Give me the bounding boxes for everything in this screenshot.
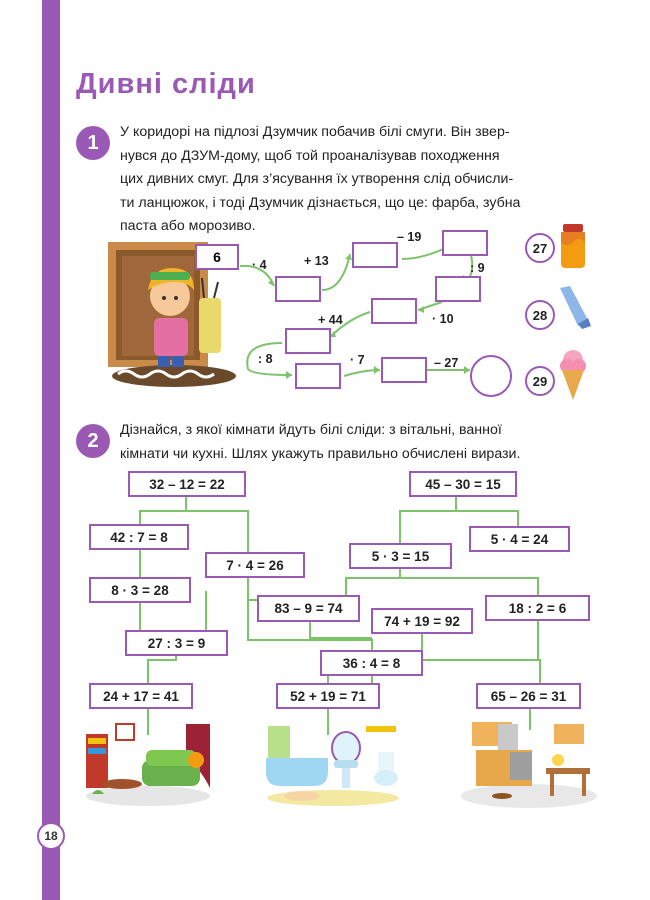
expression-box[interactable]: 7 · 4 = 26 [205, 552, 305, 578]
expression-box[interactable]: 36 : 4 = 8 [320, 650, 423, 676]
op-label: : 8 [258, 352, 273, 366]
living-room-illustration[interactable] [82, 718, 214, 808]
task1-line: У коридорі на підлозі Дзумчик побачив білі смуги. Він звер- [120, 124, 510, 140]
expression-box[interactable]: 27 : 3 = 9 [125, 630, 228, 656]
expression-box[interactable]: 8 · 3 = 28 [89, 577, 191, 603]
task2-number: 2 [76, 424, 110, 458]
answer-option-27[interactable]: 27 [525, 233, 555, 263]
expression-box[interactable]: 5 · 3 = 15 [349, 543, 452, 569]
expression-box[interactable]: 24 + 17 = 41 [89, 683, 193, 709]
chain-start-value: 6 [213, 249, 221, 265]
op-label: – 19 [397, 230, 422, 244]
answer-option-29[interactable]: 29 [525, 366, 555, 396]
expression-box[interactable]: 65 – 26 = 31 [476, 683, 581, 709]
op-label: · 10 [432, 312, 454, 326]
op-label: + 44 [318, 313, 343, 327]
expression-box[interactable]: 74 + 19 = 92 [371, 608, 473, 634]
kitchen-illustration[interactable] [458, 718, 600, 810]
task1-number: 1 [76, 126, 110, 160]
op-label: + 13 [304, 254, 329, 268]
op-label: : 9 [470, 261, 485, 275]
task1-line: нувся до ДЗУМ-дому, щоб той проаналізував походження [120, 147, 500, 164]
expression-box[interactable]: 5 · 4 = 24 [469, 526, 570, 552]
expression-box[interactable]: 52 + 19 = 71 [276, 683, 380, 709]
op-label: · 4 [252, 258, 267, 272]
task2-line: кімнати чи кухні. Шлях укажуть правильно обчислені вирази. [120, 445, 521, 462]
expression-box[interactable]: 42 : 7 = 8 [89, 524, 189, 550]
page-number: 18 [37, 822, 65, 850]
task2-line: Дізнайся, з якої кімнати йдуть білі сліди: з вітальні, ванної [120, 422, 502, 438]
task1-line: ти ланцюжок, і тоді Дзумчик дізнається, що це: фарба, зубна [120, 194, 521, 211]
expression-box[interactable]: 32 – 12 = 22 [128, 471, 246, 497]
task1-line: паста або морозиво. [120, 218, 256, 234]
expression-box[interactable]: 45 – 30 = 15 [409, 471, 517, 497]
page-title: Дивні сліди [76, 68, 256, 100]
task1-line: цих дивних смуг. Для з’ясування їх утворення слід обчисли- [120, 171, 514, 187]
answer-option-28[interactable]: 28 [525, 300, 555, 330]
op-label: · 7 [350, 353, 365, 367]
bathroom-illustration[interactable] [262, 718, 404, 808]
op-label: – 27 [434, 356, 459, 370]
expression-box[interactable]: 83 – 9 = 74 [257, 595, 360, 622]
expression-box[interactable]: 18 : 2 = 6 [485, 595, 590, 621]
